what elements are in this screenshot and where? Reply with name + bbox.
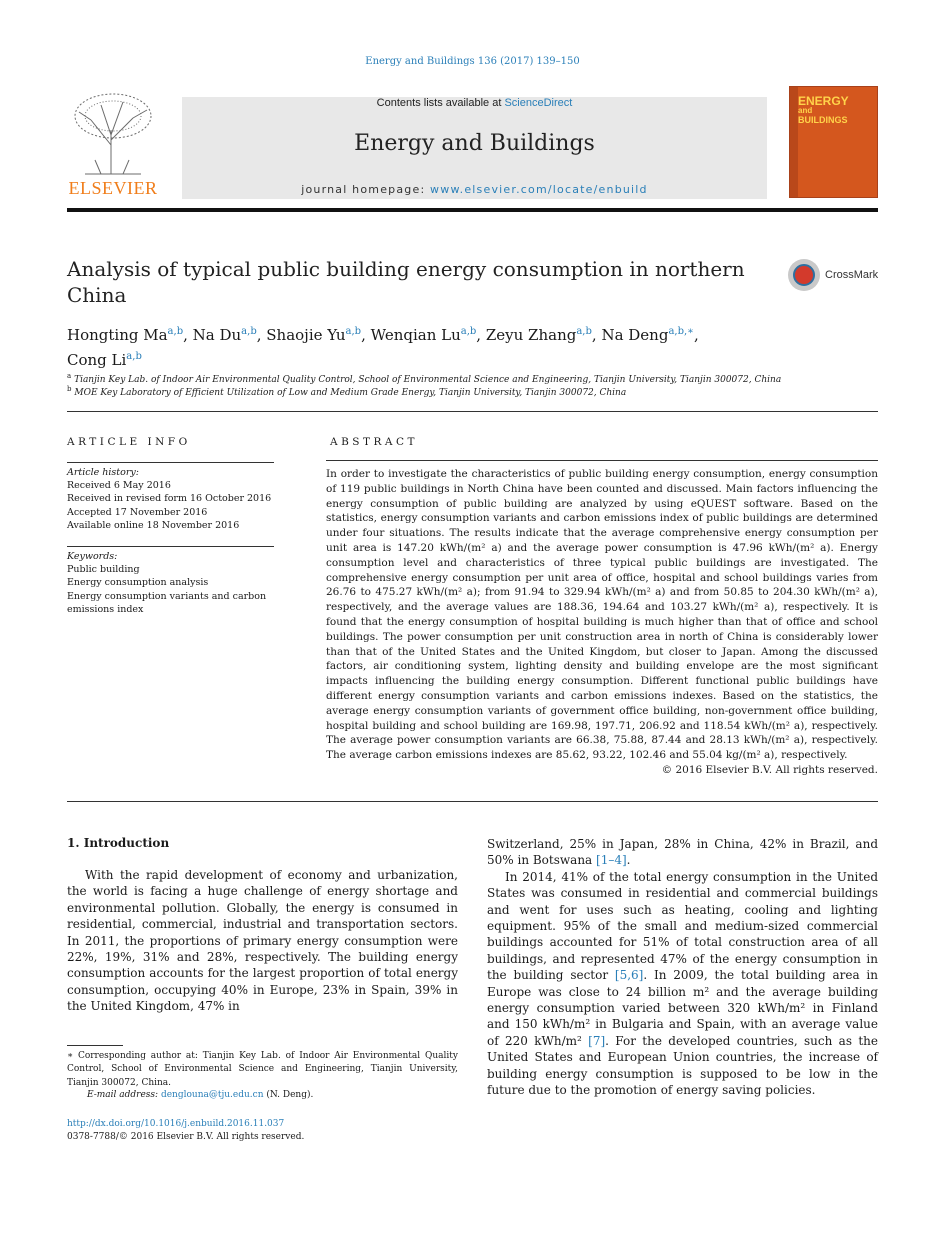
issn-line: 0378-7788/© 2016 Elsevier B.V. All rights reserved.	[67, 1132, 305, 1143]
affiliation-b: $^b$ MOE Key Laboratory of Efficient Utilization of Low and Medium Grade Energy, Tianjin University, Tianjin 300072, China	[67, 385, 627, 398]
journal-reference[interactable]: Energy and Buildings 136 (2017) 139–150	[365, 56, 580, 67]
contents-prefix: Contents lists available at	[376, 97, 505, 109]
history-item: Received 6 May 2016	[67, 480, 171, 492]
article-history	[67, 466, 277, 532]
doi-block	[67, 1118, 304, 1145]
author[interactable]: Wenqian Lu$^{a,b}$,	[370, 326, 486, 344]
email-footnote	[87, 1090, 313, 1100]
keyword[interactable]: Energy consumption analysis	[67, 577, 209, 589]
author[interactable]: Hongting Ma$^{a,b}$,	[67, 326, 193, 344]
intro-paragraph-1-cont: Switzerland, 25% in Japan, 28% in China, 42% in Brazil, and 50% in Botswana [1–4].	[487, 837, 878, 868]
affiliation-rule	[67, 411, 878, 412]
citation-link[interactable]: [1–4]	[596, 853, 627, 868]
history-item: Received in revised form 16 October 2016	[67, 493, 272, 505]
keywords	[67, 550, 267, 616]
cover-title-line-2: and	[798, 106, 813, 115]
footnote-rule	[67, 1045, 123, 1046]
article-title: Analysis of typical public building energy consumption in northern China	[67, 257, 745, 307]
cover-strip	[790, 87, 798, 197]
author[interactable]: Cong Li$^{a,b}$	[67, 351, 142, 369]
homepage-link[interactable]: www.elsevier.com/locate/enbuild	[430, 183, 648, 196]
cover-title-line-3: BUILDINGS	[798, 115, 848, 125]
citation-link[interactable]: [5,6]	[614, 968, 644, 983]
elsevier-logo[interactable]	[67, 86, 159, 199]
abstract-text: In order to investigate the characteristics of public building energy consumption, energy consumption of 119 public buildings in North China have been counted and discussed. Main factors influencing the energy consumption of public building are analyzed by using eQUEST software. Based on the statistics, energy consumption variants and carbon emissions index of public buildings are determined under four situations. The results indicate that the average comprehensive energy consumption per unit area is 147.20 kWh/(m² a) and the average power consumption is 47.96 kWh/(m² a). Energy consumption level and characteristics of three typical public buildings are investigated. The comprehensive energy consumption per unit area of office, hospital and school buildings varies from 26.76 to 475.27 kWh/(m² a); from 91.94 to 329.94 kWh/(m² a) and from 50.85 to 204.30 kWh/(m² a), respectively, and the average values are 188.36, 194.64 and 103.27 kWh/(m² a), respectively. It is found that the energy consumption of hospital building is much higher than that of office and school buildings. The power consumption per unit construction area in north of China is considerably lower than that of the United States and the United Kingdom, but closer to Japan. Among the discussed factors, air conditioning system, lighting density and building envelope are the most significant impacts influencing the building energy consumption. Different functional public buildings have different energy consumption variants and carbon emissions indexes. Based on the statistics, the average energy consumption variants of government office building, non-government office building, hospital building and school building are 169.98, 197.71, 206.92 and 118.54 kWh/(m² a), respectively. The average power consumption variants are 66.38, 75.88, 87.44 and 28.13 kWh/(m² a), respectively. The average carbon emissions indexes are 85.62, 93.22, 102.46 and 55.04 kg/(m² a), respectively.	[326, 468, 878, 762]
history-item: Accepted 17 November 2016	[67, 506, 208, 518]
crossmark-icon	[788, 259, 820, 291]
abstract-heading: ABSTRACT	[330, 436, 419, 448]
article-info-heading: ARTICLE INFO	[67, 436, 191, 448]
elsevier-wordmark: ELSEVIER	[68, 178, 158, 198]
author[interactable]: Shaojie Yu$^{a,b}$,	[266, 326, 371, 344]
intro-right-column	[487, 836, 878, 1099]
history-label: Article history:	[67, 467, 139, 478]
homepage-line	[182, 183, 767, 196]
email-link[interactable]: denglouna@tju.edu.cn	[160, 1090, 264, 1100]
homepage-prefix: journal homepage:	[301, 183, 431, 196]
contents-line	[182, 97, 767, 109]
intro-left-column	[67, 867, 458, 1015]
intro-paragraph-2: In 2014, 41% of the total energy consumption in the United States was consumed in residential and commercial buildings and went for uses such as heating, cooling and lighting equipment. 95% of the small and medium-sized commercial buildings accounted for 51% of total construction area of all buildings, and represented 47% of the energy consumption in the building sector [5,6]. In 2009, the total building area in Europe was close to 24 billion m² and the average building energy consumption varied between 320 kWh/m² in Finland and 150 kWh/m² in Bulgaria and Spain, with an average value of 220 kWh/m² [7]. For the developed countries, such as the United States and European Union countries, the increase of building energy consumption is supposed to be low in the future due to the promotion of energy saving policies.	[487, 869, 878, 1098]
affiliation-a: $^a$ Tianjin Key Lab. of Indoor Air Environmental Quality Control, School of Environmental Science and Engineering, Tianjin University, Tianjin 300072, China	[67, 372, 782, 385]
history-item: Available online 18 November 2016	[67, 519, 240, 531]
crossmark-label: CrossMark	[825, 269, 879, 281]
keyword[interactable]: Energy consumption variants and carbon emissions index	[67, 590, 267, 615]
header-rule	[67, 208, 878, 212]
abstract-copyright: © 2016 Elsevier B.V. All rights reserved.	[661, 764, 878, 776]
author-list	[67, 321, 767, 371]
elsevier-tree-icon	[71, 90, 155, 176]
masthead	[67, 86, 878, 199]
cover-title-line-1: ENERGY	[798, 94, 849, 108]
crossmark-badge[interactable]	[788, 259, 880, 293]
journal-name[interactable]: Energy and Buildings	[354, 131, 595, 156]
doi-link[interactable]: http://dx.doi.org/10.1016/j.enbuild.2016.11.037	[67, 1119, 285, 1129]
keyword[interactable]: Public building	[67, 564, 140, 576]
body-rule	[67, 801, 878, 802]
cover-title	[798, 95, 849, 125]
journal-banner	[182, 97, 767, 199]
email-suffix: (N. Deng).	[263, 1090, 314, 1100]
sciencedirect-link[interactable]: ScienceDirect	[504, 97, 573, 109]
citation-link[interactable]: [7]	[588, 1033, 606, 1048]
author[interactable]: Na Deng$^{a,b,∗}$,	[601, 326, 699, 344]
intro-paragraph-1: With the rapid development of economy and urbanization, the world is facing a huge challenge of energy shortage and environmental pollution. Globally, the energy is consumed in residential, commercial, industrial and transportation sectors. In 2011, the proportions of primary energy consumption were 22%, 19%, 31% and 28%, respectively. The building energy consumption accounts for the largest proportion of total energy consumption, occupying 40% in Europe, 23% in Spain, 39% in the United Kingdom, 47% in	[67, 868, 458, 1014]
section-title-introduction: 1. Introduction	[67, 836, 170, 850]
author[interactable]: Zeyu Zhang$^{a,b}$,	[485, 326, 602, 344]
keywords-label: Keywords:	[67, 551, 118, 562]
journal-cover[interactable]	[789, 86, 878, 198]
article-info-rule	[67, 462, 274, 463]
abstract-rule	[326, 460, 878, 461]
email-label: E-mail address:	[87, 1090, 161, 1100]
author[interactable]: Na Du$^{a,b}$,	[192, 326, 267, 344]
keywords-rule	[67, 546, 274, 547]
corresponding-author-footnote: ∗ Corresponding author at: Tianjin Key Lab. of Indoor Air Environmental Quality Control, School of Environmental Science and Engineering, Tianjin University, Tianjin 300072, China.	[67, 1051, 458, 1088]
